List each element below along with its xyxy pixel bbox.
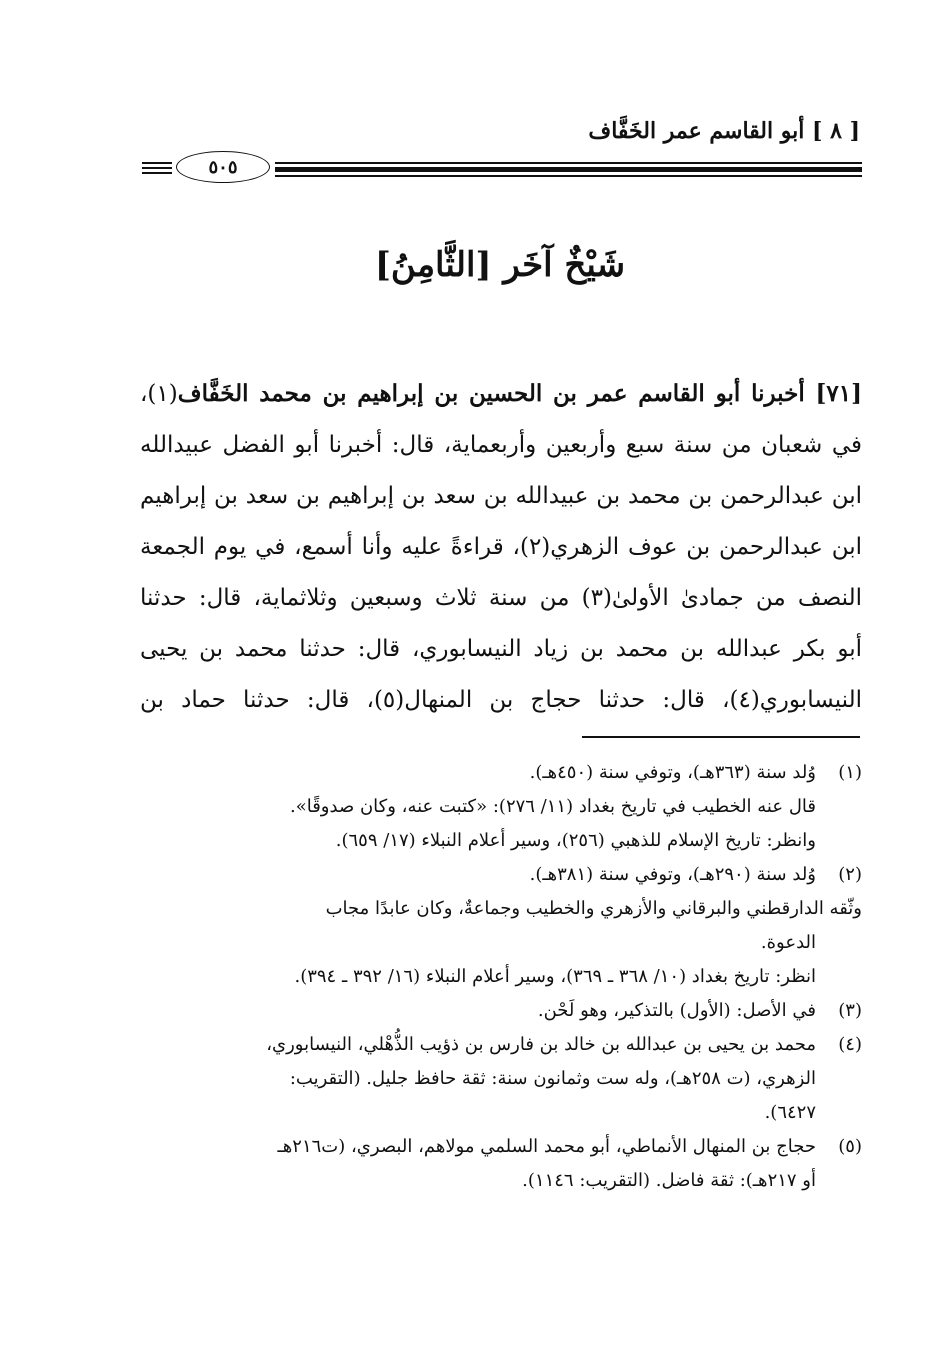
footnote-text: وانظر: تاريخ الإسلام للذهبي (٢٥٦)، وسير أعلام النبلاء (١٧/ ٦٥٩). bbox=[335, 830, 816, 851]
header-rule bbox=[275, 175, 862, 177]
footnotes bbox=[140, 756, 862, 1198]
text-line bbox=[140, 368, 862, 420]
header-rule-area bbox=[140, 150, 862, 184]
footnote-text: وُلد سنة (٢٩٠هـ)، وتوفي سنة (٣٨١هـ). bbox=[529, 864, 816, 885]
text-line: في شعبان من سنة سبع وأربعين وأربعماية، قال: أخبرنا أبو الفضل عبيدالله bbox=[140, 432, 862, 458]
footnote-separator bbox=[582, 736, 860, 738]
footnote-number: (٥) bbox=[838, 1136, 862, 1157]
chapter-title: شَيْخٌ آخَر [الثَّامِنُ] bbox=[374, 245, 626, 285]
footnote-4 bbox=[140, 1028, 862, 1062]
footnote-text: حجاج بن المنهال الأنماطي، أبو محمد السلمي مولاهم، البصري، (ت٢١٦هـ bbox=[277, 1136, 816, 1157]
decorative-bars bbox=[142, 162, 172, 177]
text-line: ابن عبدالرحمن بن عوف الزهري(٢)، قراءةً عليه وأنا أسمع، في يوم الجمعة bbox=[140, 534, 862, 560]
footnote-number: (٢) bbox=[838, 864, 862, 885]
footnote-text: محمد بن يحيى بن عبدالله بن خالد بن فارس بن ذؤيب الذُّهْلي، النيسابوري، bbox=[266, 1034, 816, 1055]
footnote-text: الزهري، (ت ٢٥٨هـ)، وله ست وثمانون سنة: ثقة حافظ جليل. (التقريب: bbox=[289, 1068, 816, 1089]
text-line: أبو بكر عبدالله بن محمد بن زياد النيسابوري، قال: حدثنا محمد بن يحيى bbox=[140, 636, 862, 662]
footnote-text: الدعوة. bbox=[760, 932, 816, 953]
footnote-text: انظر: تاريخ بغداد (١٠/ ٣٦٨ ـ ٣٦٩)، وسير أعلام النبلاء (١٦/ ٣٩٢ ـ ٣٩٤). bbox=[294, 966, 816, 987]
footnote-number: (٤) bbox=[838, 1034, 862, 1055]
text-line: النصف من جمادىٰ الأولىٰ(٣) من سنة ثلاث وسبعين وثلاثماية، قال: حدثنا bbox=[140, 585, 862, 611]
footnote-text: أو ٢١٧هـ): ثقة فاضل. (التقريب: ١١٤٦). bbox=[522, 1170, 816, 1191]
footnote-2 bbox=[140, 858, 862, 892]
footnote-text: في الأصل: (الأول) بالتذكير، وهو لَحْن. bbox=[537, 1000, 816, 1021]
text-line: ابن عبدالرحمن بن محمد بن عبيدالله بن سعد بن إبراهيم بن سعد بن إبراهيم bbox=[140, 483, 862, 509]
page-number: ٥٠٥ bbox=[176, 151, 270, 183]
footnote-3 bbox=[140, 994, 862, 1028]
main-text bbox=[140, 368, 862, 726]
footnote-number: (١) bbox=[838, 762, 862, 783]
running-header: [ ٨ ] أبو القاسم عمر الخَفَّاف bbox=[588, 118, 860, 144]
footnote-5 bbox=[140, 1130, 862, 1164]
text-line: النيسابوري(٤)، قال: حدثنا حجاج بن المنهال(٥)، قال: حدثنا حماد بن bbox=[140, 687, 862, 713]
footnote-text: قال عنه الخطيب في تاريخ بغداد (١١/ ٢٧٦): «كتبت عنه، وكان صدوقًا». bbox=[289, 796, 816, 817]
footnote-text: ٦٤٢٧). bbox=[764, 1102, 816, 1123]
header-rule bbox=[275, 162, 862, 164]
isnad-opening: [٧١] أخبرنا أبو القاسم عمر بن الحسين بن إبراهيم بن محمد الخَفَّاف bbox=[177, 380, 862, 407]
footnote-text: وثّقه الدارقطني والبرقاني والأزهري والخطيب وجماعةٌ، وكان عابدًا مجاب bbox=[325, 898, 862, 919]
header-rule-thick bbox=[275, 167, 862, 172]
footnote-text: وُلد سنة (٣٦٣هـ)، وتوفي سنة (٤٥٠هـ). bbox=[529, 762, 816, 783]
footnote-number: (٣) bbox=[838, 1000, 862, 1021]
footnote-marker: (١)، bbox=[140, 381, 178, 407]
footnote-1 bbox=[140, 756, 862, 790]
